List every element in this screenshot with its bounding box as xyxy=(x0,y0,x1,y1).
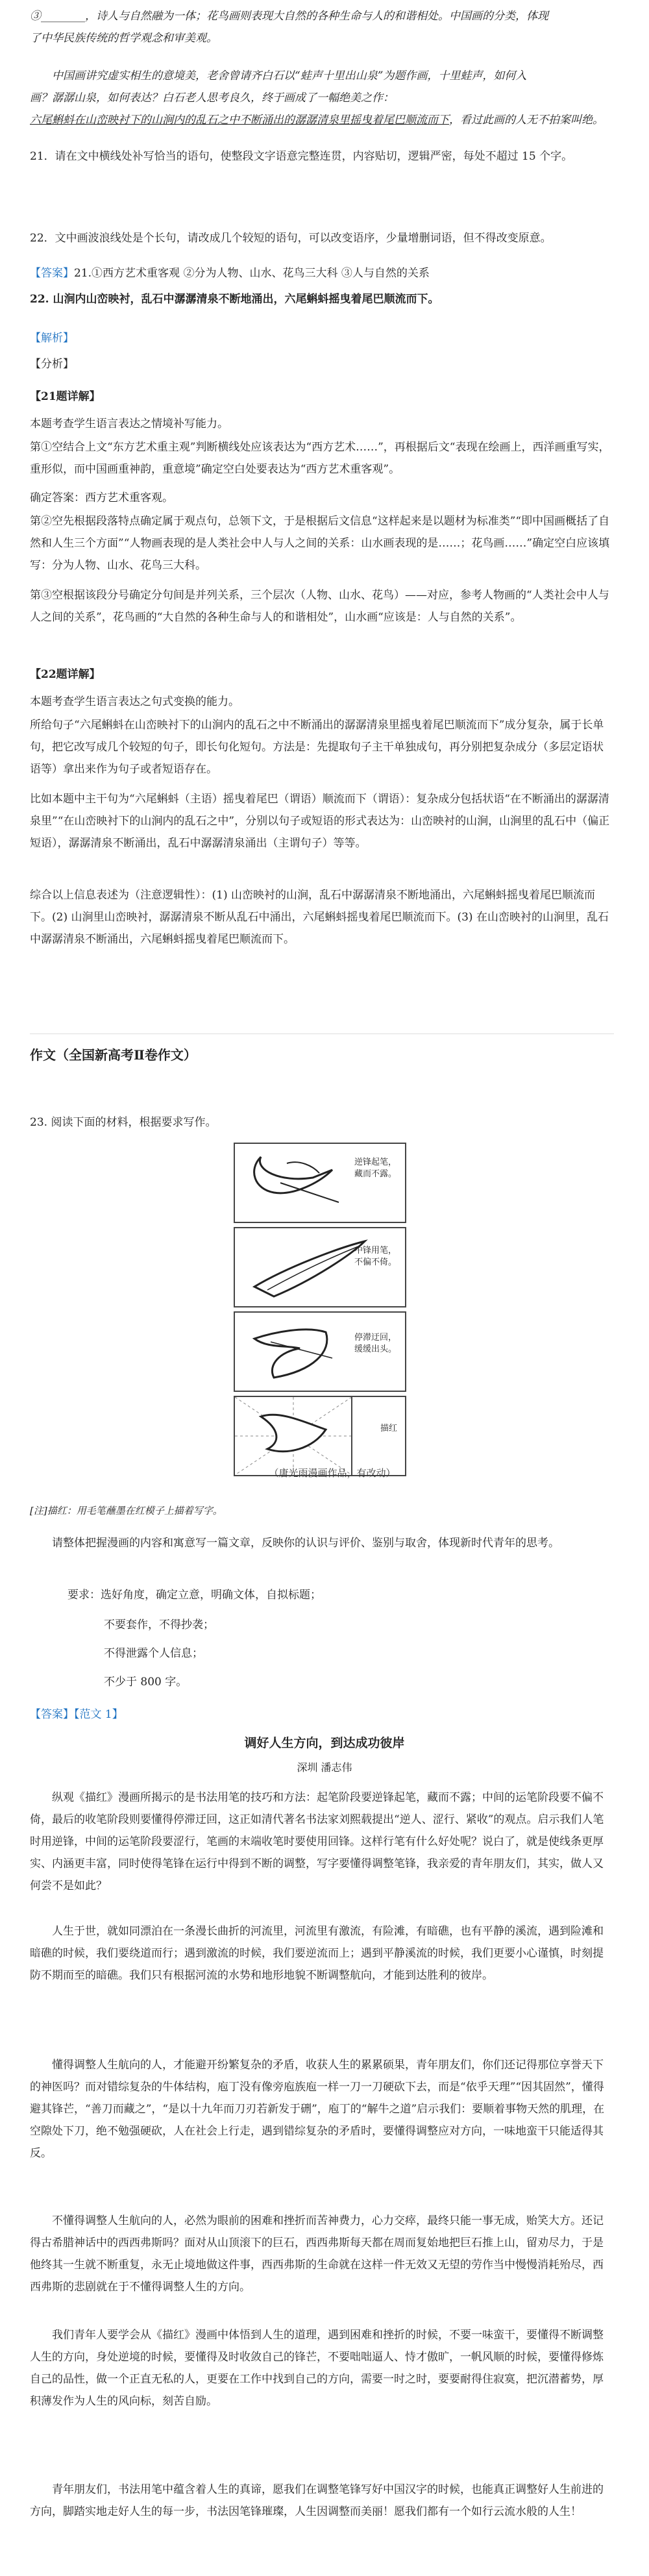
d21-line-1: 本题考查学生语言表达之情境补写能力。 xyxy=(30,417,228,430)
panel-2-label: 中锋用笔，不偏不倚。 xyxy=(354,1246,397,1267)
model-essay-tag: 【答案】【范文 1】 xyxy=(30,1708,123,1721)
panel-4-label: 描红 xyxy=(380,1424,398,1433)
answer-21 xyxy=(30,262,614,284)
intro-line-3 xyxy=(30,65,614,87)
analysis-tag: 【解析】 xyxy=(30,332,74,345)
intro-text-3: 中国画讲究虚实相生的意境美，老舍曾请齐白石以“蛙声十里出山泉”为题作画，十里蛙声，如何入 xyxy=(52,69,527,82)
requirement-3: 不得泄露个人信息； xyxy=(104,1647,203,1660)
miaohong-cartoon xyxy=(234,1143,422,1480)
composition-heading: 作文（全国新高考Ⅱ卷作文） xyxy=(30,1047,197,1063)
question-23: 23. 阅读下面的材料，根据要求写作。 xyxy=(30,1116,217,1129)
panel-4 xyxy=(234,1396,406,1476)
intro-text-2: 了中华民族传统的哲学观念和审美观。 xyxy=(30,32,217,45)
d22-line-4: 综合以上信息表述为（注意逻辑性）：(1) 山峦映衬的山涧，乱石中潺潺清泉不断地涌出，六尾蝌蚪摇曳着尾巴顺流而下。(2) 山涧里山峦映衬，潺潺清泉不断从乱石中涌出，六尾蝌蚪摇曳着尾巴顺流而下。(3) 在山峦映衬的山涧里，乱石中潺潺清泉不断涌出，六尾蝌蚪摇曳着尾巴顺流而下。 xyxy=(30,889,609,946)
d21-line-2: 第①空结合上文“东方艺术重主观”判断横线处应该表达为“西方艺术……”，再根据后文“表现在绘画上，西洋画重写实，重形似，而中国画重神韵，重意境”确定空白处要表达为“西方艺术重客观”。 xyxy=(30,441,610,476)
writing-prompt: 请整体把握漫画的内容和寓意写一篇文章，反映你的认识与评价、鉴别与取舍，体现新时代青年的思考。 xyxy=(52,1537,559,1550)
essay-para-5: 我们青年人要学会从《描红》漫画中体悟到人生的道理，遇到困难和挫折的时候，不要一味蛮干，要懂得不断调整人生的方向，身处逆境的时候，要懂得及时收敛自己的锋芒，不要咄咄逼人、恃才傲旷，一帆风顺的时候，要懂得修炼自己的品性，做一个正直无私的人，更要在工作中找到自己的方向，需要一时之时，要要耐得住寂寞，把沉潜蓄势，厚积薄发作为人生的风向标，刻苦自励。 xyxy=(30,2329,604,2408)
essay-byline: 深圳 潘志伟 xyxy=(297,1761,352,1774)
intro-text-6: ，看过此画的人无不拍案叫绝。 xyxy=(449,114,604,127)
d21-line-4: 第②空先根据段落特点确定属于观点句，总领下文，于是根据后文信息“这样起来是以题材为标准类”“即中国画概括了自然和人生三个方面”“人物画表现的是人类社会中人与人之间的关系：山水画表现的是……；花鸟画……”确定空白应该填写：分为人物、山水、花鸟三大科。 xyxy=(30,515,610,572)
panel-3-label: 停滞迂回，缓缓出头。 xyxy=(354,1333,397,1354)
question-22: 22．文中画波浪线处是个长句，请改成几个较短的语句，可以改变语序，少量增删词语，但不得改变原意。 xyxy=(30,232,552,245)
intro-text-4: 画？潺潺山泉，如何表达？白石老人思考良久，终于画成了一幅绝美之作： xyxy=(30,92,394,105)
detail-22-title: 【22题详解】 xyxy=(30,668,101,681)
question-21: 21．请在文中横线处补写恰当的语句，使整段文字语意完整连贯，内容贴切，逻辑严密，每处不超过 15 个字。 xyxy=(30,150,573,163)
d22-line-2: 所给句子“六尾蝌蚪在山峦映衬下的山涧内的乱石之中不断涌出的潺潺清泉里摇曳着尾巴顺流而下”成分复杂，属于长单句，把它改写成几个较短的句子，即长句化短句。方法是：先提取句子主干单独成句，再分别把复杂成分（多层定语状语等）拿出来作为句子或者短语存在。 xyxy=(30,719,604,776)
panel-2 xyxy=(234,1227,406,1307)
intro-text-1: ③________，诗人与自然融为一体；花鸟画则表现大自然的各种生命与人的和谐相处。中国画的分类，体现 xyxy=(30,10,548,23)
essay-para-4: 不懂得调整人生航向的人，必然为眼前的困难和挫折而苦神费力，心力交瘁，最终只能一事无成，贻笑大方。还记得古希腊神话中的西西弗斯吗？面对从山顶滚下的巨石，西西弗斯每天都在周而复始地把巨石推上山，留劝尽力，于是他终其一生就不断重复，永无止境地做这件事，西西弗斯的生命就在这样一件无效又无望的劳作当中慢慢消耗殆尽，西西弗斯的悲剧就在于不懂得调整人生的方向。 xyxy=(30,2214,604,2294)
essay-para-6: 青年朋友们，书法用笔中蕴含着人生的真谛，愿我们在调整笔锋写好中国汉字的时候，也能真正调整好人生前进的方向，脚踏实地走好人生的每一步，书法因笔锋璀璨，人生因调整而美丽！愿我们都有一个如行云流水般的人生！ xyxy=(30,2483,604,2518)
analysis-fenxi: 【分析】 xyxy=(30,358,74,371)
d22-line-1: 本题考查学生语言表达之句式变换的能力。 xyxy=(30,695,239,708)
panel-1-label: 逆锋起笔，藏而不露。 xyxy=(354,1158,397,1179)
d22-line-3: 比如本题中主干句为“六尾蝌蚪（主语）摇曳着尾巴（谓语）顺流而下（谓语）：复杂成分包括状语“在不断涌出的潺潺清泉里”“在山峦映衬下的山涧内的乱石之中”，分别以句子或短语的形式表达为：山峦映衬的山涧，山涧里的乱石中（偏正短语），潺潺清泉不断涌出，乱石中潺潺清泉涌出（主谓句子）等等。 xyxy=(30,793,610,850)
essay-para-2: 人生于世，就如同漂泊在一条漫长曲折的河流里，河流里有激流，有险滩，有暗礁，也有平静的溪流，遇到险滩和暗礁的时候，我们要绕道而行；遇到激流的时候，我们要逆流而上；遇到平静溪流的时候，我们更要小心谨慎，时刻提防不期而至的暗礁。我们只有根据河流的水势和地形地貌不断调整航向，才能到达胜利的彼岸。 xyxy=(30,1925,604,1982)
d21-line-3: 确定答案：西方艺术重客观。 xyxy=(30,491,173,504)
intro-line-1 xyxy=(30,5,614,27)
answer-tag: 【答案】 xyxy=(30,267,74,280)
cartoon-caption: （唐光雨漫画作品，有改动） xyxy=(269,1467,396,1479)
essay-para-3: 懂得调整人生航向的人，才能避开纷繁复杂的矛盾，收获人生的累累硕果，青年朋友们，你们还记得那位享誉天下的神医吗？而对错综复杂的牛体结构，庖丁没有像旁庖族庖一样一刀一刀硬砍下去，而是“依乎天理”“因其固然”，懂得避其锋芒，“善刀而藏之”，“是以十九年而刀刃若新发于硎”，庖丁的“解牛之道”启示我们：要顺着事物天然的肌理，在空隙处下刀，绝不勉强硬砍，人在社会上行走，遇到错综复杂的矛盾时，要懂得调整应对方向，一味地蛮干只能适得其反。 xyxy=(30,2059,605,2160)
requirement-4: 不少于 800 字。 xyxy=(104,1676,188,1689)
detail-21-title: 【21题详解】 xyxy=(30,390,101,403)
d21-line-5: 第③空根据该段分号确定分句间是并列关系，三个层次（人物、山水、花鸟）——对应，参考人物画的“人类社会中人与人之间的关系”，花鸟画的“大自然的各种生命与人的和谐相处”，山水画“应该是：人与自然的关系”。 xyxy=(30,589,609,624)
intro-line-2 xyxy=(30,27,614,49)
brush-stroke-1-icon xyxy=(235,1144,405,1222)
panel-3 xyxy=(234,1311,406,1392)
essay-title: 调好人生方向，到达成功彼岸 xyxy=(244,1736,405,1750)
cartoon-note: [注]描红：用毛笔蘸墨在红模子上描着写字。 xyxy=(30,1505,223,1517)
intro-line-4 xyxy=(30,87,614,109)
answer-22: 22. 山涧内山峦映衬，乱石中潺潺清泉不断地涌出，六尾蝌蚪摇曳着尾巴顺流而下。 xyxy=(30,293,439,306)
intro-line-5 xyxy=(30,109,614,131)
panel-1 xyxy=(234,1143,406,1223)
requirement-1: 要求：选好角度，确定立意，明确文体，自拟标题； xyxy=(67,1589,321,1602)
requirement-2: 不要套作，不得抄袭； xyxy=(104,1618,214,1631)
answer-21-text: 21.①西方艺术重客观 ②分为人物、山水、花鸟三大科 ③人与自然的关系 xyxy=(74,267,430,280)
essay-para-1: 纵观《描红》漫画所揭示的是书法用笔的技巧和方法：起笔阶段要逆锋起笔，藏而不露；中间的运笔阶段要不偏不倚，最后的收笔阶段则要懂得停滞迂回，这正如清代著名书法家刘熙载提出“逆人、涩行、紧收”的观点。启示我们人笔时用逆锋，中间的运笔阶段要涩行，笔画的末端收笔时要使用回锋。这样行笔有什么好处呢？说白了，就是使线条更厚实、内涵更丰富，同时使得笔锋在运行中得到不断的调整，写字要懂得调整笔锋，我亲爱的青年朋友们，其实，做人又何尝不是如此？ xyxy=(30,1791,604,1892)
grid-box-icon xyxy=(235,1397,405,1475)
wavy-sentence: 六尾蝌蚪在山峦映衬下的山涧内的乱石之中不断涌出的潺潺清泉里摇曳着尾巴顺流而下 xyxy=(30,114,449,127)
